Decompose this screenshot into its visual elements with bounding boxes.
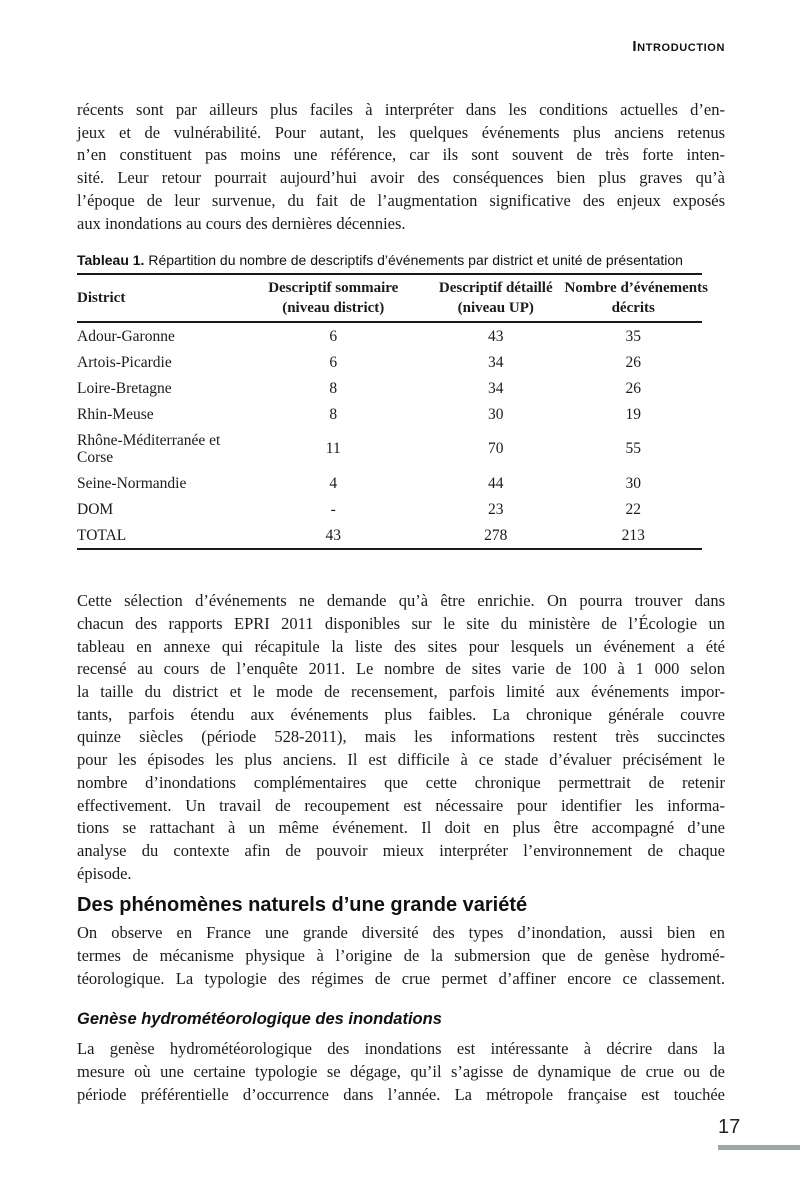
cell-detaille: 43 [488,327,504,345]
cell-evenements: 22 [625,500,641,518]
col-header-line: (niveau UP) [457,300,534,317]
cell-sommaire: 11 [325,440,341,458]
paragraph-intro-continuation [77,99,725,235]
cell-detaille: 34 [488,353,504,371]
text-line: On observe en France une grande diversité des types d’inondation, aussi bien en [77,923,725,943]
cell-sommaire: 8 [329,405,338,423]
text-line: sité. Leur retour pourrait aujourd’hui avoir des conséquences bien plus graves qu’à [77,168,725,188]
cell-district: Loire-Bretagne [77,379,172,397]
col-header-line: décrits [611,300,655,317]
text-line: tableau en annexe qui récapitule la liste des sites pour lesquels un événement a été [77,636,725,656]
table-row [77,496,702,522]
table-row [77,470,702,496]
header-row [77,274,702,322]
col-header-line: Descriptif sommaire [268,280,399,297]
text-line: la taille du district et le mode de recensement, parfois limité aux événements impor- [77,682,725,702]
text-line: jeux et de vulnérabilité. Pour autant, les quelques événements plus anciens retenus [77,122,725,142]
cell-sommaire: - [330,500,336,518]
text-line: pour les épisodes les plus anciens. Il est difficile à ce stade d’évaluer précisément le [77,750,725,770]
footer-bar [718,1145,800,1150]
events-table [77,273,708,550]
text-line: aux inondations au cours des dernières décennies. [77,213,406,233]
text-line: mesure où une certaine typologie se dégage, qu’il s’agisse de dynamique de crue ou de [77,1062,725,1082]
table-row [77,375,702,401]
cell-district: TOTAL [77,526,127,544]
table-row [77,401,702,427]
paragraph-phenomenes [77,922,725,990]
text-line: période préférentielle d’occurrence dans l’année. La métropole française est touchée [77,1084,725,1104]
table-row-total [77,522,702,549]
cell-district: Rhin-Meuse [77,405,154,423]
cell-sommaire: 6 [329,353,338,371]
text-line: La genèse hydrométéorologique des inondations est intéressante à décrire dans la [77,1039,725,1059]
text-line: tions se rattachant à un même événement. Il doit en plus être accompagné d’une [77,818,725,838]
events-table-header [77,274,708,322]
col-header-line: Nombre d’événements [564,280,708,297]
text-line: l’époque de leur survenue, du fait de l’augmentation significative des enjeux exposés [77,190,725,210]
table-caption [77,252,725,269]
text-line: chacun des rapports EPRI 2011 disponibles sur le site du ministère de l’Écologie un [77,613,725,633]
cell-sommaire: 6 [329,327,338,345]
col-header-evenements [564,274,708,322]
text-line: quinze siècles (période 528-2011), mais les informations restent très succinctes [77,727,725,747]
cell-detaille: 44 [488,474,504,492]
text-line: Cette sélection d’événements ne demande qu’à être enrichie. On pourra trouver dans [77,591,725,611]
table-caption-label: Tableau 1. [77,252,145,269]
cell-evenements: 213 [621,526,645,544]
text-line: effectivement. Un travail de recoupement est nécessaire pour identifier les informa- [77,795,725,815]
table-caption-text: Répartition du nombre de descriptifs d’événements par district et unité de présentation [148,252,683,269]
text-line: recensé au cours de l’enquête 2011. Le nombre de sites varie de 100 à 1 000 selon [77,659,725,679]
cell-district: Rhône-Méditerranée et Corse [77,431,221,466]
page-number: 17 [718,1116,741,1138]
cell-district: Seine-Normandie [77,474,187,492]
cell-sommaire: 8 [329,379,338,397]
sub-heading: Genèse hydrométéorologique des inondations [77,1010,442,1029]
cell-evenements: 19 [625,405,641,423]
cell-district: Adour-Garonne [77,327,175,345]
text-line: nombre d’inondations complémentaires que cette chronique permettrait de retenir [77,772,725,792]
cell-detaille: 23 [488,500,504,518]
cell-sommaire: 43 [325,526,341,544]
col-header-line: District [77,290,126,307]
text-line: épisode. [77,863,132,883]
cell-evenements: 55 [625,440,641,458]
events-table-body [77,322,702,549]
cell-district: Artois-Picardie [77,353,172,371]
col-header-line: (niveau district) [282,300,385,317]
text-line: n’en constituent pas moins une référence, car ils sont souvent de très forte inten- [77,145,725,165]
paragraph-selection [77,590,725,885]
cell-evenements: 26 [625,353,641,371]
paragraph-genese [77,1038,725,1106]
cell-detaille: 30 [488,405,504,423]
text-line: termes de mécanisme physique à l’origine de la submersion que de genèse hydromé- [77,946,725,966]
text-line: téorologique. La typologie des régimes de crue permet d’affiner encore ce classement. [77,968,725,988]
text-column [0,38,800,1107]
col-header-detaille [427,274,565,322]
running-head: Introduction [632,38,725,55]
text-line: analyse du contexte afin de pouvoir mieux interpréter l’environnement de chaque [77,840,725,860]
cell-evenements: 26 [625,379,641,397]
table-row [77,349,702,375]
cell-detaille: 34 [488,379,504,397]
cell-evenements: 30 [625,474,641,492]
table-row [77,427,702,470]
col-header-district [77,274,240,322]
text-line: récents sont par ailleurs plus faciles à interpréter dans les conditions actuelles d’en- [77,100,725,119]
cell-detaille: 70 [488,440,504,458]
text-line: tants, parfois étendu aux événements plus faibles. La chronique générale couvre [77,704,725,724]
cell-detaille: 278 [484,526,508,544]
section-heading: Des phénomènes naturels d’une grande variété [77,894,528,917]
table-row [77,322,702,349]
cell-sommaire: 4 [329,474,338,492]
col-header-sommaire [240,274,428,322]
cell-evenements: 35 [625,327,641,345]
col-header-line: Descriptif détaillé [438,280,553,297]
cell-district: DOM [77,500,114,518]
